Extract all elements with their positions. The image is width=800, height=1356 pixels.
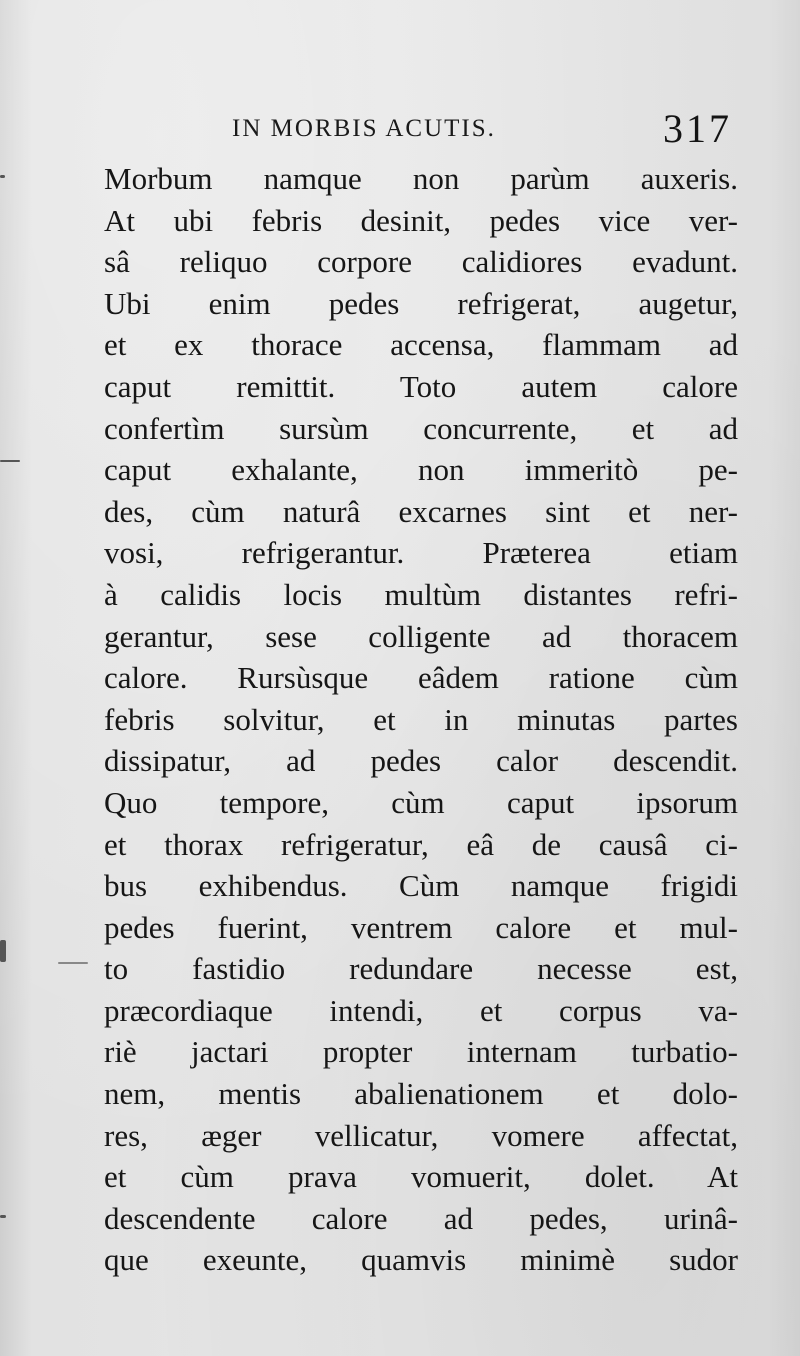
text-line: à calidis locis multùm distantes refri- xyxy=(104,576,738,612)
text-line: nem, mentis abalienationem et dolo- xyxy=(104,1076,738,1112)
text-line: caput remittit. Toto autem calore xyxy=(104,368,738,404)
text-line: Morbum namque non parùm auxeris. xyxy=(104,161,738,196)
text-line: que exeunte, quamvis minimè sudor xyxy=(104,1242,738,1278)
margin-speck xyxy=(0,940,6,962)
text-line: vosi, refrigerantur. Præterea etiam xyxy=(104,535,738,571)
text-line: Ubi enim pedes refrigerat, augetur, xyxy=(104,285,738,321)
text-line: riè jactari propter internam turbatio- xyxy=(104,1034,738,1070)
text-line: præcordiaque intendi, et corpus va- xyxy=(104,992,738,1028)
margin-speck xyxy=(0,1215,6,1218)
running-title: IN MORBIS ACUTIS. xyxy=(232,115,496,142)
running-head xyxy=(232,105,732,151)
text-line: et cùm prava vomuerit, dolet. At xyxy=(104,1159,738,1195)
text-line: calore. Rursùsque eâdem ratione cùm xyxy=(104,660,738,696)
text-line: Quo tempore, cùm caput ipsorum xyxy=(104,784,738,820)
text-line: to fastidio redundare necesse est, xyxy=(104,951,738,987)
margin-speck xyxy=(58,962,88,964)
page-number: 317 xyxy=(663,106,732,151)
text-line: caput exhalante, non immeritò pe- xyxy=(104,452,738,488)
text-line: descendente calore ad pedes, urinâ- xyxy=(104,1200,738,1236)
text-line: febris solvitur, et in minutas partes xyxy=(104,701,738,737)
text-line: confertìm sursùm concurrente, et ad xyxy=(104,410,738,446)
text-line: dissipatur, ad pedes calor descendit. xyxy=(104,743,738,779)
body-text xyxy=(104,158,738,1281)
text-line: et ex thorace accensa, flammam ad xyxy=(104,327,738,363)
margin-speck xyxy=(0,175,5,178)
text-line: At ubi febris desinit, pedes vice ver- xyxy=(104,202,738,238)
text-line: des, cùm naturâ excarnes sint et ner- xyxy=(104,493,738,529)
text-line: et thorax refrigeratur, eâ de causâ ci- xyxy=(104,826,738,862)
text-line: res, æger vellicatur, vomere affectat, xyxy=(104,1117,738,1153)
margin-speck xyxy=(0,460,20,462)
text-line: pedes fuerint, ventrem calore et mul- xyxy=(104,909,738,945)
text-line: bus exhibendus. Cùm namque frigidi xyxy=(104,868,738,904)
text-line: gerantur, sese colligente ad thoracem xyxy=(104,618,738,654)
text-line: sâ reliquo corpore calidiores evadunt. xyxy=(104,244,738,280)
